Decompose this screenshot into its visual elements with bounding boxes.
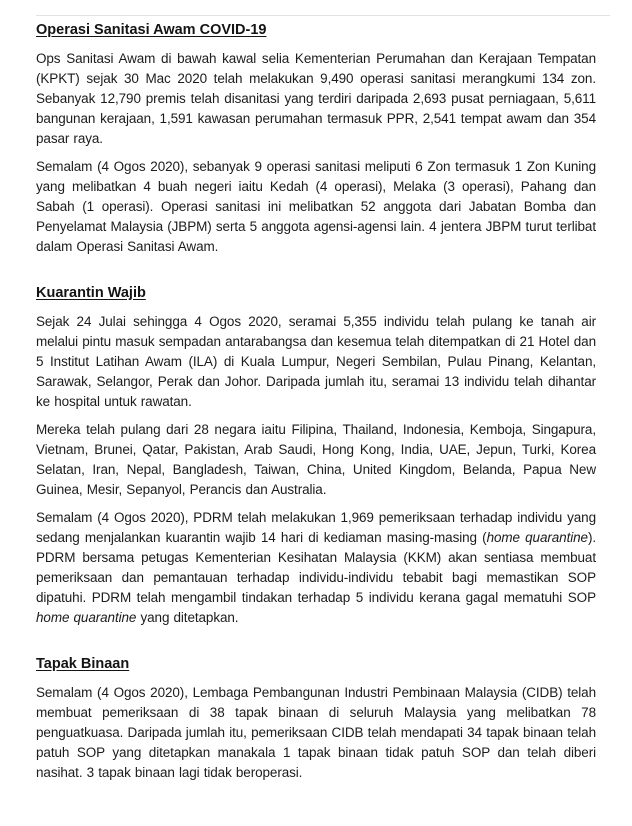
section-heading: Tapak Binaan <box>36 656 130 672</box>
document-section-tapak-binaan <box>36 628 596 783</box>
text-run: Semalam (4 Ogos 2020), Lembaga Pembangunan Industri Pembinaan Malaysia (CIDB) telah membuat pemeriksaan di 38 tapak binaan di seluruh Malaysia yang melibatkan 78 penguatkuasa. Daripada jumlah itu, pemeriksaan CIDB telah mendapati 34 tapak binaan telah patuh SOP yang ditetapkan manakala 1 tapak binaan tidak patuh SOP dan telah diberi nasihat. 3 tapak binaan lagi tidak beroperasi. <box>36 685 596 780</box>
text-run: Semalam (4 Ogos 2020), sebanyak 9 operasi sanitasi meliputi 6 Zon termasuk 1 Zon Kuning yang melibatkan 4 buah negeri iaitu Kedah (4 operasi), Melaka (3 operasi), Pahang dan Sabah (1 operasi). Operasi sanitasi ini melibatkan 52 anggota dari Jabatan Bomba dan Penyelamat Malaysia (JBPM) serta 5 anggota agensi-agensi lain. 4 jentera JBPM turut terlibat dalam Operasi Sanitasi Awam. <box>36 159 596 254</box>
scan-artifact-line <box>36 15 610 16</box>
paragraph <box>36 420 596 500</box>
text-run: yang ditetapkan. <box>136 610 239 625</box>
text-run-italic: home quarantine <box>486 530 588 545</box>
paragraph <box>36 49 596 149</box>
document-section-kuarantin-wajib <box>36 257 596 628</box>
paragraph <box>36 312 596 412</box>
paragraph <box>36 683 596 783</box>
text-run: Semalam (4 Ogos 2020), PDRM telah melakukan 1,969 pemeriksaan terhadap individu yang sedang menjalankan kuarantin wajib 14 hari di kediaman masing-masing ( <box>36 510 596 545</box>
section-heading: Operasi Sanitasi Awam COVID-19 <box>36 22 267 38</box>
text-run: Mereka telah pulang dari 28 negara iaitu Filipina, Thailand, Indonesia, Kemboja, Singapura, Vietnam, Brunei, Qatar, Pakistan, Arab Saudi, Hong Kong, India, UAE, Jepun, Turki, Korea Selatan, Iran, Nepal, Bangladesh, Taiwan, China, United Kingdom, Belanda, Papua New Guinea, Mesir, Sepanyol, Perancis dan Australia. <box>36 422 596 497</box>
text-run: Sejak 24 Julai sehingga 4 Ogos 2020, seramai 5,355 individu telah pulang ke tanah air melalui pintu masuk sempadan antarabangsa dan kesemua telah ditempatkan di 21 Hotel dan 5 Institut Latihan Awam (ILA) di Kuala Lumpur, Negeri Sembilan, Pulau Pinang, Kelantan, Sarawak, Selangor, Perak dan Johor. Daripada jumlah itu, seramai 13 individu telah dihantar ke hospital untuk rawatan. <box>36 314 596 409</box>
text-run: Ops Sanitasi Awam di bawah kawal selia Kementerian Perumahan dan Kerajaan Tempatan (KPKT) sejak 30 Mac 2020 telah melakukan 9,490 operasi sanitasi merangkumi 134 zon. Sebanyak 12,790 premis telah disanitasi yang terdiri daripada 2,693 pusat perniagaan, 5,611 bangunan kerajaan, 1,591 kawasan perumahan termasuk PPR, 2,541 tempat awam dan 354 pasar raya. <box>36 51 596 146</box>
paragraph <box>36 508 596 628</box>
text-run-italic: home quarantine <box>36 610 137 625</box>
document-body <box>36 0 596 783</box>
section-heading: Kuarantin Wajib <box>36 285 146 301</box>
text-run: ). PDRM bersama petugas Kementerian Kesihatan Malaysia (KKM) akan sentiasa membuat pemeriksaan dan pemantauan terhadap individu-individu tebabit bagi memastikan SOP dipatuhi. PDRM telah mengambil tindakan terhadap 5 individu kerana gagal mematuhi SOP <box>36 530 596 605</box>
paragraph <box>36 157 596 257</box>
document-section-operasi-sanitasi-awam <box>36 0 596 257</box>
